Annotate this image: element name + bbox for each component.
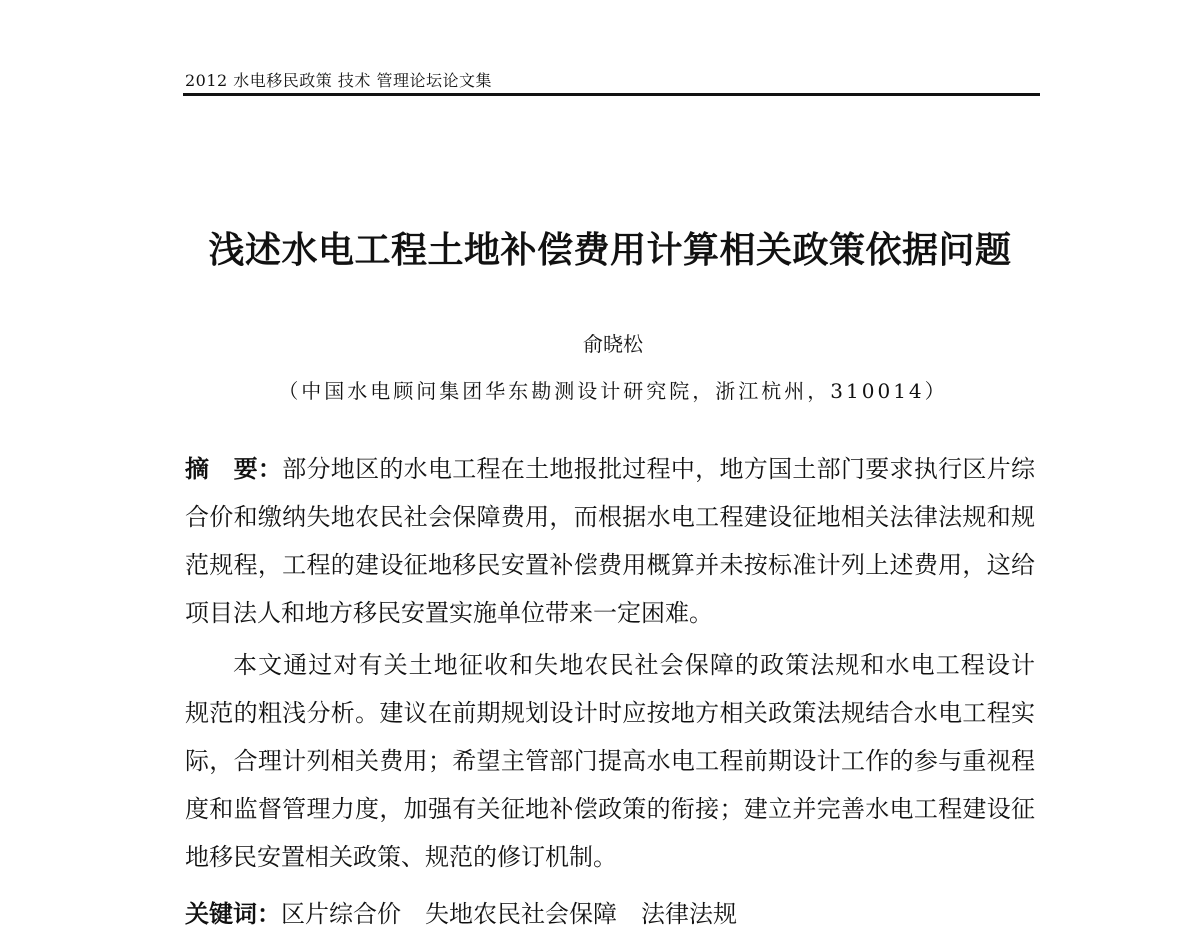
- author-name: 俞晓松: [583, 332, 643, 356]
- abstract-line: 际，合理计列相关费用；希望主管部门提高水电工程前期设计工作的参与重视程: [185, 747, 1035, 775]
- author-affiliation: （中国水电顾问集团华东勘测设计研究院，浙江杭州，310014）: [278, 379, 948, 403]
- abstract-line: 摘 要：部分地区的水电工程在土地报批过程中，地方国土部门要求执行区片综: [185, 454, 1036, 483]
- keyword: 失地农民社会保障: [425, 900, 617, 928]
- abstract-line: 规范的粗浅分析。建议在前期规划设计时应按地方相关政策法规结合水电工程实: [185, 699, 1035, 727]
- keyword: 区片综合价: [281, 900, 401, 928]
- keyword: 法律法规: [641, 900, 737, 928]
- header-rule: [183, 93, 1040, 96]
- abstract-line: 项目法人和地方移民安置实施单位带来一定困难。: [185, 599, 713, 627]
- abstract-line: 合价和缴纳失地农民社会保障费用，而根据水电工程建设征地相关法律法规和规: [185, 503, 1035, 531]
- keywords-label: 关键词：: [185, 899, 281, 928]
- abstract: [185, 451, 1035, 887]
- abstract-line: 范规程，工程的建设征地移民安置补偿费用概算并未按标准计列上述费用，这给: [185, 551, 1035, 579]
- abstract-line: 地移民安置相关政策、规范的修订机制。: [185, 843, 617, 871]
- paper-title: 浅述水电工程土地补偿费用计算相关政策依据问题: [208, 229, 1012, 271]
- running-header: 2012 水电移民政策 技术 管理论坛论文集: [185, 71, 492, 90]
- keywords: [185, 896, 761, 932]
- abstract-label: 摘 要：: [185, 454, 283, 483]
- abstract-line: 本文通过对有关土地征收和失地农民社会保障的政策法规和水电工程设计: [233, 651, 1035, 679]
- abstract-line: 度和监督管理力度，加强有关征地补偿政策的衔接；建立并完善水电工程建设征: [185, 795, 1035, 823]
